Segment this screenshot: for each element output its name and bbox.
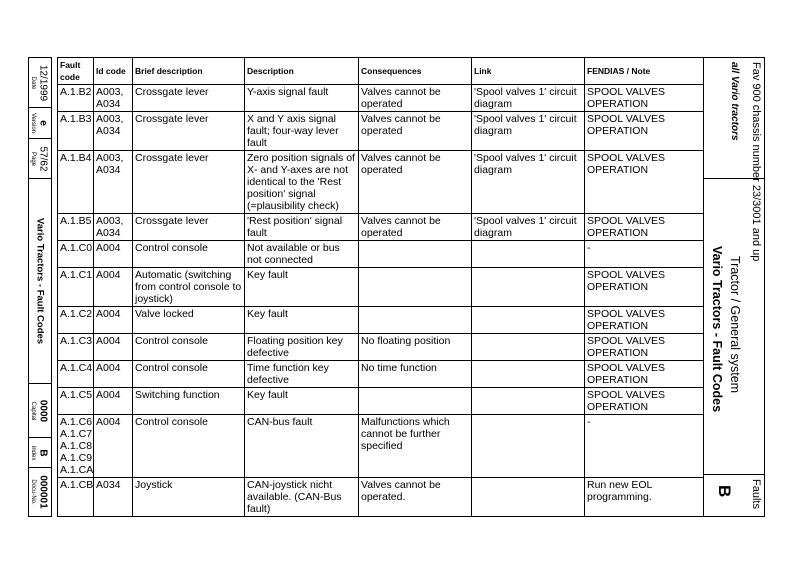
consequences-cell <box>359 241 472 268</box>
id-code-cell: A004 <box>94 307 133 334</box>
doc-title-cell <box>29 179 51 384</box>
header-title-section <box>704 178 764 475</box>
brief-description-cell: Switching function <box>133 388 245 415</box>
brief-description-cell: Control console <box>133 334 245 361</box>
fault-code-table <box>57 57 704 517</box>
description-cell: CAN-bus fault <box>245 415 359 478</box>
fault-code-cell: A.1.B4 <box>58 151 94 214</box>
fendias-note-cell: SPOOL VALVES OPERATION <box>585 388 704 415</box>
link-cell <box>472 361 585 388</box>
id-code-cell: A004 <box>94 334 133 361</box>
description-cell: Key fault <box>245 307 359 334</box>
description-cell: Not available or bus not connected <box>245 241 359 268</box>
consequences-cell: Valves cannot be operated <box>359 151 472 214</box>
consequences-cell: No floating position <box>359 334 472 361</box>
index-value: B <box>37 448 49 457</box>
consequences-cell: Valves cannot be operated. <box>359 478 472 517</box>
version-label: Version <box>30 112 36 134</box>
fault-code-cell: A.1.C3 <box>58 334 94 361</box>
brief-description-cell: Crossgate lever <box>133 151 245 214</box>
brief-description-cell: Control console <box>133 241 245 268</box>
link-cell <box>472 307 585 334</box>
section-name: Faults <box>750 479 762 509</box>
page-value: 57/62 <box>37 145 49 172</box>
fendias-note-cell: SPOOL VALVES OPERATION <box>585 307 704 334</box>
link-cell <box>472 478 585 517</box>
link-cell <box>472 241 585 268</box>
date-value: 12/1999 <box>37 64 49 102</box>
table-row <box>58 415 704 478</box>
consequences-cell: Valves cannot be operated <box>359 214 472 241</box>
capital-cell <box>29 384 51 438</box>
consequences-cell: Valves cannot be operated <box>359 85 472 112</box>
description-cell: X and Y axis signal fault; four-way lever fault <box>245 112 359 151</box>
link-cell: 'Spool valves 1' circuit diagram <box>472 85 585 112</box>
header-fault-code: Fault code <box>58 58 94 85</box>
header-brief-description: Brief description <box>133 58 245 85</box>
link-cell: 'Spool valves 1' circuit diagram <box>472 151 585 214</box>
table-row <box>58 334 704 361</box>
chassis-range: Fav 900 chassis number 23/3001 and up <box>750 62 762 262</box>
docno-label: Docu-No. <box>30 479 36 505</box>
link-cell: 'Spool valves 1' circuit diagram <box>472 214 585 241</box>
table-row <box>58 388 704 415</box>
link-cell: 'Spool valves 1' circuit diagram <box>472 112 585 151</box>
fendias-note-cell: Run new EOL programming. <box>585 478 704 517</box>
fendias-note-cell: SPOOL VALVES OPERATION <box>585 334 704 361</box>
consequences-cell: No time function <box>359 361 472 388</box>
header-link: Link <box>472 58 585 85</box>
id-code-cell: A004 <box>94 241 133 268</box>
fault-code-cell: A.1.B2 <box>58 85 94 112</box>
consequences-cell: Valves cannot be operated <box>359 112 472 151</box>
brief-description-cell: Automatic (switching from control console to joystick) <box>133 268 245 307</box>
description-cell: Key fault <box>245 268 359 307</box>
brief-description-cell: Joystick <box>133 478 245 517</box>
header-section-marker <box>704 474 764 516</box>
table-row <box>58 307 704 334</box>
description-cell: Floating position key defective <box>245 334 359 361</box>
table-header-row <box>58 58 704 85</box>
id-code-cell: A004 <box>94 388 133 415</box>
fendias-note-cell: SPOOL VALVES OPERATION <box>585 151 704 214</box>
table-row <box>58 241 704 268</box>
link-cell <box>472 334 585 361</box>
doc-title: Vario Tractors - Fault Codes <box>34 217 46 345</box>
table-row <box>58 85 704 112</box>
docno-value: 000001 <box>37 475 49 509</box>
consequences-cell <box>359 388 472 415</box>
fault-code-cell: A.1.C5 <box>58 388 94 415</box>
fendias-note-cell: SPOOL VALVES OPERATION <box>585 268 704 307</box>
fendias-note-cell: SPOOL VALVES OPERATION <box>585 85 704 112</box>
table-row <box>58 478 704 517</box>
brief-description-cell: Crossgate lever <box>133 112 245 151</box>
brief-description-cell: Crossgate lever <box>133 85 245 112</box>
capital-label: Capital <box>30 401 36 420</box>
brief-description-cell: Control console <box>133 361 245 388</box>
id-code-cell: A004 <box>94 361 133 388</box>
description-cell: 'Rest position' signal fault <box>245 214 359 241</box>
brief-description-cell: Crossgate lever <box>133 214 245 241</box>
id-code-cell: A004 <box>94 268 133 307</box>
id-code-cell: A003, A034 <box>94 112 133 151</box>
header-id-code: Id code <box>94 58 133 85</box>
tractor-subtitle: all Vario tractors <box>729 62 740 141</box>
description-cell: Key fault <box>245 388 359 415</box>
link-cell <box>472 388 585 415</box>
index-cell <box>29 438 51 468</box>
header-top-section <box>704 58 764 262</box>
link-cell <box>472 415 585 478</box>
consequences-cell <box>359 268 472 307</box>
table-row <box>58 361 704 388</box>
id-code-cell: A003, A034 <box>94 214 133 241</box>
fault-code-cell: A.1.C0 <box>58 241 94 268</box>
table-row <box>58 112 704 151</box>
table-row <box>58 151 704 214</box>
page-cell <box>29 139 51 179</box>
fault-code-cell: A.1.C4 <box>58 361 94 388</box>
consequences-cell: Malfunctions which cannot be further specified <box>359 415 472 478</box>
fault-code-cell: A.1.CB <box>58 478 94 517</box>
brief-description-cell: Control console <box>133 415 245 478</box>
docno-cell <box>29 468 51 516</box>
header-consequences: Consequences <box>359 58 472 85</box>
fendias-note-cell: - <box>585 241 704 268</box>
version-value: e <box>37 120 49 126</box>
description-cell: Y-axis signal fault <box>245 85 359 112</box>
consequences-cell <box>359 307 472 334</box>
page-label: Page <box>30 151 36 166</box>
fault-code-cell: A.1.C1 <box>58 268 94 307</box>
fault-code-cell: A.1.B3 <box>58 112 94 151</box>
header-description: Description <box>245 58 359 85</box>
section-letter: B <box>715 485 734 498</box>
id-code-cell: A004 <box>94 415 133 478</box>
capital-value: 0000 <box>37 399 49 422</box>
header-fendias-note: FENDIAS / Note <box>585 58 704 85</box>
section-title: Vario Tractors - Fault Codes <box>710 246 724 413</box>
date-cell <box>29 58 51 108</box>
link-cell <box>472 268 585 307</box>
table-row <box>58 214 704 241</box>
version-cell <box>29 108 51 139</box>
id-code-cell: A003, A034 <box>94 151 133 214</box>
document-header-block <box>703 57 765 517</box>
table-row <box>58 268 704 307</box>
fendias-note-cell: SPOOL VALVES OPERATION <box>585 361 704 388</box>
brief-description-cell: Valve locked <box>133 307 245 334</box>
id-code-cell: A034 <box>94 478 133 517</box>
system-name: Tractor / General system <box>728 256 742 394</box>
date-label: Date <box>30 76 36 90</box>
fault-code-cell: A.1.C6 A.1.C7 A.1.C8 A.1.C9 A.1.CA <box>58 415 94 478</box>
fault-code-cell: A.1.B5 <box>58 214 94 241</box>
description-cell: CAN-joystick nicht available. (CAN-Bus fault) <box>245 478 359 517</box>
description-cell: Time function key defective <box>245 361 359 388</box>
id-code-cell: A003, A034 <box>94 85 133 112</box>
fault-code-cell: A.1.C2 <box>58 307 94 334</box>
fendias-note-cell: SPOOL VALVES OPERATION <box>585 112 704 151</box>
fendias-note-cell: SPOOL VALVES OPERATION <box>585 214 704 241</box>
fendias-note-cell: - <box>585 415 704 478</box>
document-info-strip <box>28 57 52 517</box>
description-cell: Zero position signals of X- and Y-axes are not identical to the 'Rest position' signal (=plausibility check) <box>245 151 359 214</box>
index-label: Index <box>30 445 36 460</box>
